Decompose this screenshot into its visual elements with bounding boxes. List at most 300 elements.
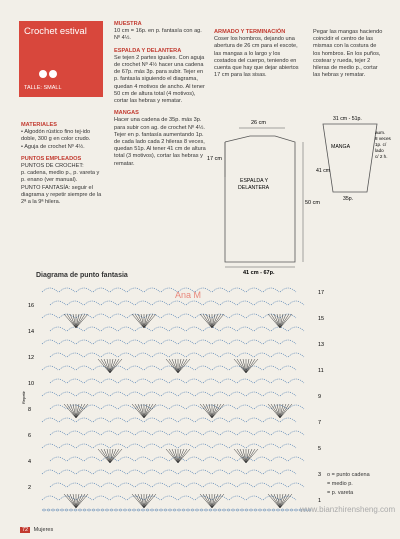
chain-arc	[246, 496, 262, 500]
chain-arc	[288, 301, 304, 305]
chain-arc	[50, 431, 66, 435]
chain-arc	[220, 431, 236, 435]
chain-arc	[203, 457, 219, 461]
row-number: 10	[28, 381, 35, 387]
chain-arc	[84, 379, 100, 383]
chain-arc	[246, 314, 262, 318]
base-chain	[65, 509, 68, 511]
chain-arc	[50, 405, 66, 409]
chain-arc	[127, 418, 143, 422]
magazine-name: Mujeres	[33, 527, 54, 533]
chain-arc	[246, 340, 262, 344]
base-chain	[96, 509, 99, 511]
chain-arc	[203, 431, 219, 435]
base-chain	[236, 509, 239, 511]
base-chain	[137, 509, 140, 511]
fan-stitch	[280, 314, 286, 328]
chain-arc	[67, 379, 83, 383]
chain-arc	[246, 470, 262, 474]
chain-arc	[220, 353, 236, 357]
fan-stitch	[144, 404, 156, 418]
base-chain	[173, 509, 176, 511]
base-chain	[267, 509, 270, 511]
fan-stitch	[268, 404, 280, 418]
stitch-diagram	[21, 284, 328, 524]
schematic-drawing	[205, 112, 391, 276]
fan-stitch	[172, 449, 178, 463]
chain-arc	[169, 379, 185, 383]
chain-arc	[263, 418, 279, 422]
chain-arc	[237, 405, 253, 409]
chain-arc	[212, 366, 228, 370]
fan-stitch	[200, 494, 212, 508]
fan-stitch	[206, 494, 212, 508]
row-number: 16	[28, 303, 35, 309]
base-chain	[218, 509, 221, 511]
chain-arc	[93, 288, 109, 292]
base-chain	[110, 509, 113, 511]
sleeves-text: Hacer una cadena de 35p. más 3p. para subir con ag. de crochet Nº 4½. Tejer en p. fantasía aumentando 1p. de cada lado cada 2 hileras 8 veces, quedan 51p. Al tener 41 cm de altura total (3 motivos), cortar las hebras y rematar.	[114, 117, 206, 167]
fan-stitch	[110, 359, 116, 373]
base-chain	[254, 509, 257, 511]
fan-stitch	[166, 359, 178, 373]
fan-stitch	[280, 404, 292, 418]
chain-arc	[271, 431, 287, 435]
fan-stitch	[76, 494, 82, 508]
chain-arc	[229, 496, 245, 500]
chain-arc	[76, 340, 92, 344]
row-number: 12	[28, 355, 35, 361]
stitches-item: p. cadena, medio p., p. vareta y p. enano (ver manual).	[21, 170, 100, 184]
chain-arc	[101, 405, 117, 409]
chain-arc	[135, 379, 151, 383]
chain-arc	[135, 353, 151, 357]
chain-arc	[271, 353, 287, 357]
chain-arc	[229, 444, 245, 448]
chain-arc	[144, 392, 160, 396]
chain-arc	[186, 483, 202, 487]
fan-stitch	[246, 359, 252, 373]
chain-arc	[135, 431, 151, 435]
chain-arc	[135, 483, 151, 487]
row-number: 4	[28, 459, 32, 465]
chain-arc	[84, 483, 100, 487]
chain-arc	[178, 392, 194, 396]
chain-arc	[169, 431, 185, 435]
chain-arc	[186, 301, 202, 305]
back-front-text: Se tejen 2 partes iguales. Con aguja de crochet Nº 4½ hacer una cadena de 67p. más 3p. para subir. Tejer en p. fantasía siguiendo el diagrama, quedan 4 motivos de ancho. Al tener 50 cm de altura total (4 motivos), cortar las hebras y rematar.	[114, 54, 205, 105]
fan-stitch	[274, 404, 280, 418]
chain-arc	[84, 301, 100, 305]
chain-arc	[84, 353, 100, 357]
chain-arc	[127, 470, 143, 474]
chain-arc	[152, 483, 168, 487]
sleeve-top-measure: 31 cm - 51p.	[333, 116, 362, 122]
finishing-column	[313, 29, 383, 79]
chain-arc	[220, 301, 236, 305]
chain-arc	[212, 470, 228, 474]
chain-arc	[101, 483, 117, 487]
base-chain	[51, 509, 54, 511]
chain-arc	[220, 327, 236, 331]
chain-arc	[144, 418, 160, 422]
chain-arc	[161, 340, 177, 344]
fan-stitch	[246, 449, 252, 463]
chain-arc	[203, 483, 219, 487]
chain-arc	[161, 392, 177, 396]
base-chain	[146, 509, 149, 511]
chain-arc	[144, 470, 160, 474]
chain-arc	[127, 340, 143, 344]
chain-arc	[50, 457, 66, 461]
chain-arc	[178, 444, 194, 448]
base-chain	[213, 509, 216, 511]
watermark-site: www.bianzhirensheng.com	[300, 505, 396, 514]
chain-arc	[195, 496, 211, 500]
chain-arc	[67, 431, 83, 435]
row-number: 9	[318, 394, 322, 400]
fan-stitch	[240, 449, 246, 463]
fan-stitch	[110, 449, 122, 463]
chain-arc	[59, 496, 75, 500]
sleeve-bottom-measure: 35p.	[343, 196, 354, 202]
chain-arc	[229, 314, 245, 318]
finishing-text: Pegar las mangas haciendo coincidir el centro de las mismas con la costura de los hombros. En los puños, costear y rueda, tejer 2 hileras de medio p., cortar las hebras y rematar.	[313, 29, 383, 79]
armhole-measure: 17 cm	[207, 156, 222, 162]
base-chain	[177, 509, 180, 511]
sleeves-heading: MANGAS	[114, 110, 139, 117]
fan-stitch	[246, 449, 258, 463]
body-label-1: ESPALDA Y	[240, 178, 269, 184]
base-chain	[204, 509, 207, 511]
fan-stitch	[70, 494, 76, 508]
chain-arc	[229, 392, 245, 396]
fan-stitch	[138, 494, 144, 508]
title-box	[19, 21, 103, 97]
chain-arc	[280, 444, 296, 448]
fan-stitch	[178, 449, 190, 463]
chain-arc	[280, 340, 296, 344]
diagram-title: Diagrama de punto fantasia	[36, 272, 128, 279]
chain-arc	[229, 470, 245, 474]
materials-item: • Aguja de crochet Nº 4½.	[21, 143, 85, 150]
row-number: 6	[28, 433, 32, 439]
fan-stitch	[64, 404, 76, 418]
fan-stitch	[64, 494, 76, 508]
base-chain	[78, 509, 81, 511]
chain-arc	[280, 366, 296, 370]
fan-stitch	[234, 359, 246, 373]
chain-arc	[135, 457, 151, 461]
base-chain	[281, 509, 284, 511]
back-front-heading: ESPALDA Y DELANTERA	[114, 47, 182, 54]
row-number: 3	[318, 472, 322, 478]
chain-arc	[144, 340, 160, 344]
chain-arc	[42, 392, 58, 396]
base-chain	[263, 509, 266, 511]
chain-arc	[288, 431, 304, 435]
watermark-mark: Ana M	[175, 290, 202, 300]
chain-arc	[93, 314, 109, 318]
chain-arc	[203, 301, 219, 305]
base-chain	[182, 509, 185, 511]
chain-arc	[280, 392, 296, 396]
chain-arc	[195, 288, 211, 292]
fan-stitch	[268, 314, 280, 328]
base-chain	[240, 509, 243, 511]
chain-arc	[186, 405, 202, 409]
row-number: 15	[318, 316, 325, 322]
base-chain	[285, 509, 288, 511]
row-number: 11	[318, 368, 324, 374]
chain-arc	[135, 327, 151, 331]
chain-arc	[127, 288, 143, 292]
base-chain	[150, 509, 153, 511]
chain-arc	[212, 418, 228, 422]
chain-arc	[42, 470, 58, 474]
fan-stitch	[76, 404, 88, 418]
chain-arc	[127, 366, 143, 370]
sleeve-increase-4: lado	[375, 148, 384, 153]
row-number: 7	[318, 420, 322, 426]
base-chain	[195, 509, 198, 511]
height-measure: 50 cm	[305, 200, 320, 206]
chain-arc	[67, 483, 83, 487]
base-chain	[159, 509, 162, 511]
row-number: 14	[28, 329, 35, 335]
base-chain	[83, 509, 86, 511]
fan-stitch	[172, 359, 178, 373]
neck-measure: 26 cm	[251, 120, 266, 126]
chain-arc	[118, 301, 134, 305]
fan-stitch	[104, 359, 110, 373]
chain-arc	[59, 366, 75, 370]
chain-arc	[93, 444, 109, 448]
fan-stitch	[268, 494, 280, 508]
base-chain	[92, 509, 95, 511]
sleeve-label: MANGA	[331, 144, 351, 150]
chain-arc	[280, 288, 296, 292]
chain-arc	[59, 288, 75, 292]
base-chain	[132, 509, 135, 511]
chain-arc	[288, 483, 304, 487]
chain-arc	[195, 366, 211, 370]
chain-arc	[169, 483, 185, 487]
chain-arc	[237, 483, 253, 487]
body-label-2: DELANTERA	[238, 185, 270, 191]
chain-arc	[178, 418, 194, 422]
chain-arc	[67, 301, 83, 305]
stitches-item: PUNTO FANTASÍA: seguir el diagrama y repetir siempre de la 2ª a la 9ª hilera.	[21, 184, 102, 206]
fan-stitch	[178, 359, 184, 373]
chain-arc	[50, 327, 66, 331]
base-chain	[141, 509, 144, 511]
fan-stitch	[76, 314, 82, 328]
fan-stitch	[212, 404, 224, 418]
assembly-heading: ARMADO Y TERMINACIÓN	[214, 29, 286, 35]
chain-arc	[271, 301, 287, 305]
base-chain	[168, 509, 171, 511]
fan-stitch	[212, 314, 218, 328]
chain-arc	[246, 444, 262, 448]
width-measure: 41 cm - 67p.	[243, 270, 275, 276]
chain-arc	[254, 483, 270, 487]
chain-arc	[110, 392, 126, 396]
base-chain	[87, 509, 90, 511]
pattern-title: Crochet estival	[24, 26, 87, 37]
chain-arc	[288, 353, 304, 357]
chain-arc	[195, 444, 211, 448]
sleeve-increase-2: 8 veces	[375, 136, 391, 141]
footer	[20, 527, 53, 533]
yarn-balls-icon	[39, 65, 59, 83]
chain-arc	[195, 340, 211, 344]
chain-arc	[254, 301, 270, 305]
base-chain	[191, 509, 194, 511]
chain-arc	[161, 314, 177, 318]
row-number: 5	[318, 446, 322, 452]
fan-stitch	[274, 494, 280, 508]
chain-arc	[271, 327, 287, 331]
chain-arc	[229, 340, 245, 344]
chain-arc	[254, 457, 270, 461]
assembly-text: Coser los hombros, dejando una abertura de 26 cm para el escote, las mangas a lo largo y los costados del cuerpo, teniendo en cuenta que hay que dejar abiertos 17 cm para las sisas.	[214, 36, 299, 79]
chain-arc	[118, 327, 134, 331]
chain-arc	[84, 327, 100, 331]
chain-arc	[59, 418, 75, 422]
chain-arc	[50, 301, 66, 305]
fan-stitch	[132, 404, 144, 418]
sample-heading: MUESTRA	[114, 21, 142, 27]
chain-arc	[195, 392, 211, 396]
chain-arc	[67, 353, 83, 357]
base-chain	[209, 509, 212, 511]
base-chain	[245, 509, 248, 511]
chain-arc	[178, 288, 194, 292]
chain-arc	[59, 340, 75, 344]
base-chain	[47, 509, 50, 511]
chain-arc	[76, 366, 92, 370]
chain-arc	[152, 327, 168, 331]
base-chain	[119, 509, 122, 511]
chain-arc	[229, 288, 245, 292]
fan-stitch	[70, 404, 76, 418]
chain-arc	[76, 288, 92, 292]
row-number: 8	[28, 407, 32, 413]
chain-arc	[246, 418, 262, 422]
base-chain	[74, 509, 77, 511]
fan-stitch	[104, 449, 110, 463]
chain-arc	[101, 327, 117, 331]
chain-arc	[263, 444, 279, 448]
base-chain	[294, 509, 297, 511]
chain-arc	[220, 457, 236, 461]
chain-arc	[186, 457, 202, 461]
chain-arc	[186, 353, 202, 357]
chain-arc	[76, 392, 92, 396]
chain-arc	[118, 457, 134, 461]
chain-arc	[237, 327, 253, 331]
chain-arc	[93, 418, 109, 422]
base-chain	[114, 509, 117, 511]
chain-arc	[186, 379, 202, 383]
sleeve-height-measure: 41 cm	[316, 168, 331, 174]
chain-arc	[110, 314, 126, 318]
materials-column	[21, 122, 105, 206]
assembly-column	[214, 29, 304, 79]
chain-arc	[212, 444, 228, 448]
chain-arc	[237, 353, 253, 357]
chain-arc	[263, 288, 279, 292]
chain-arc	[59, 444, 75, 448]
chain-arc	[254, 379, 270, 383]
fan-stitch	[144, 314, 150, 328]
chain-arc	[237, 301, 253, 305]
base-chain	[155, 509, 158, 511]
chain-arc	[59, 392, 75, 396]
chain-arc	[76, 470, 92, 474]
legend	[327, 471, 370, 498]
chain-arc	[212, 392, 228, 396]
chain-arc	[50, 483, 66, 487]
chain-arc	[110, 444, 126, 448]
chain-arc	[161, 470, 177, 474]
sleeve-increase-1: aum.	[375, 130, 386, 135]
chain-arc	[254, 405, 270, 409]
base-chain	[128, 509, 131, 511]
chain-arc	[50, 353, 66, 357]
materials-heading: MATERIALES	[21, 122, 57, 128]
base-chain	[69, 509, 72, 511]
chain-arc	[280, 470, 296, 474]
row-number: 2	[28, 485, 32, 491]
chain-arc	[42, 314, 58, 318]
base-chain	[42, 509, 45, 511]
base-chain	[101, 509, 104, 511]
chain-arc	[152, 431, 168, 435]
fan-stitch	[132, 314, 144, 328]
instructions-column	[114, 21, 206, 168]
chain-arc	[195, 470, 211, 474]
chain-arc	[220, 483, 236, 487]
chain-arc	[118, 353, 134, 357]
chain-arc	[288, 327, 304, 331]
chain-arc	[288, 379, 304, 383]
chain-arc	[127, 444, 143, 448]
row-number: 17	[318, 290, 325, 296]
fan-stitch	[280, 494, 286, 508]
chain-arc	[271, 457, 287, 461]
fan-stitch	[110, 449, 116, 463]
chain-arc	[93, 392, 109, 396]
chain-arc	[101, 431, 117, 435]
chain-arc	[110, 418, 126, 422]
chain-arc	[280, 418, 296, 422]
chain-arc	[127, 496, 143, 500]
chain-arc	[110, 288, 126, 292]
fan-stitch	[212, 494, 218, 508]
chain-arc	[178, 314, 194, 318]
legend-item: = medio p.	[327, 481, 353, 487]
chain-arc	[254, 353, 270, 357]
chain-arc	[288, 457, 304, 461]
legend-item: o = punto cadena	[327, 472, 370, 478]
chain-arc	[254, 327, 270, 331]
chain-arc	[161, 496, 177, 500]
chain-arc	[178, 470, 194, 474]
chain-arc	[161, 418, 177, 422]
sleeve-increase-3: 1p. c/	[375, 142, 387, 147]
